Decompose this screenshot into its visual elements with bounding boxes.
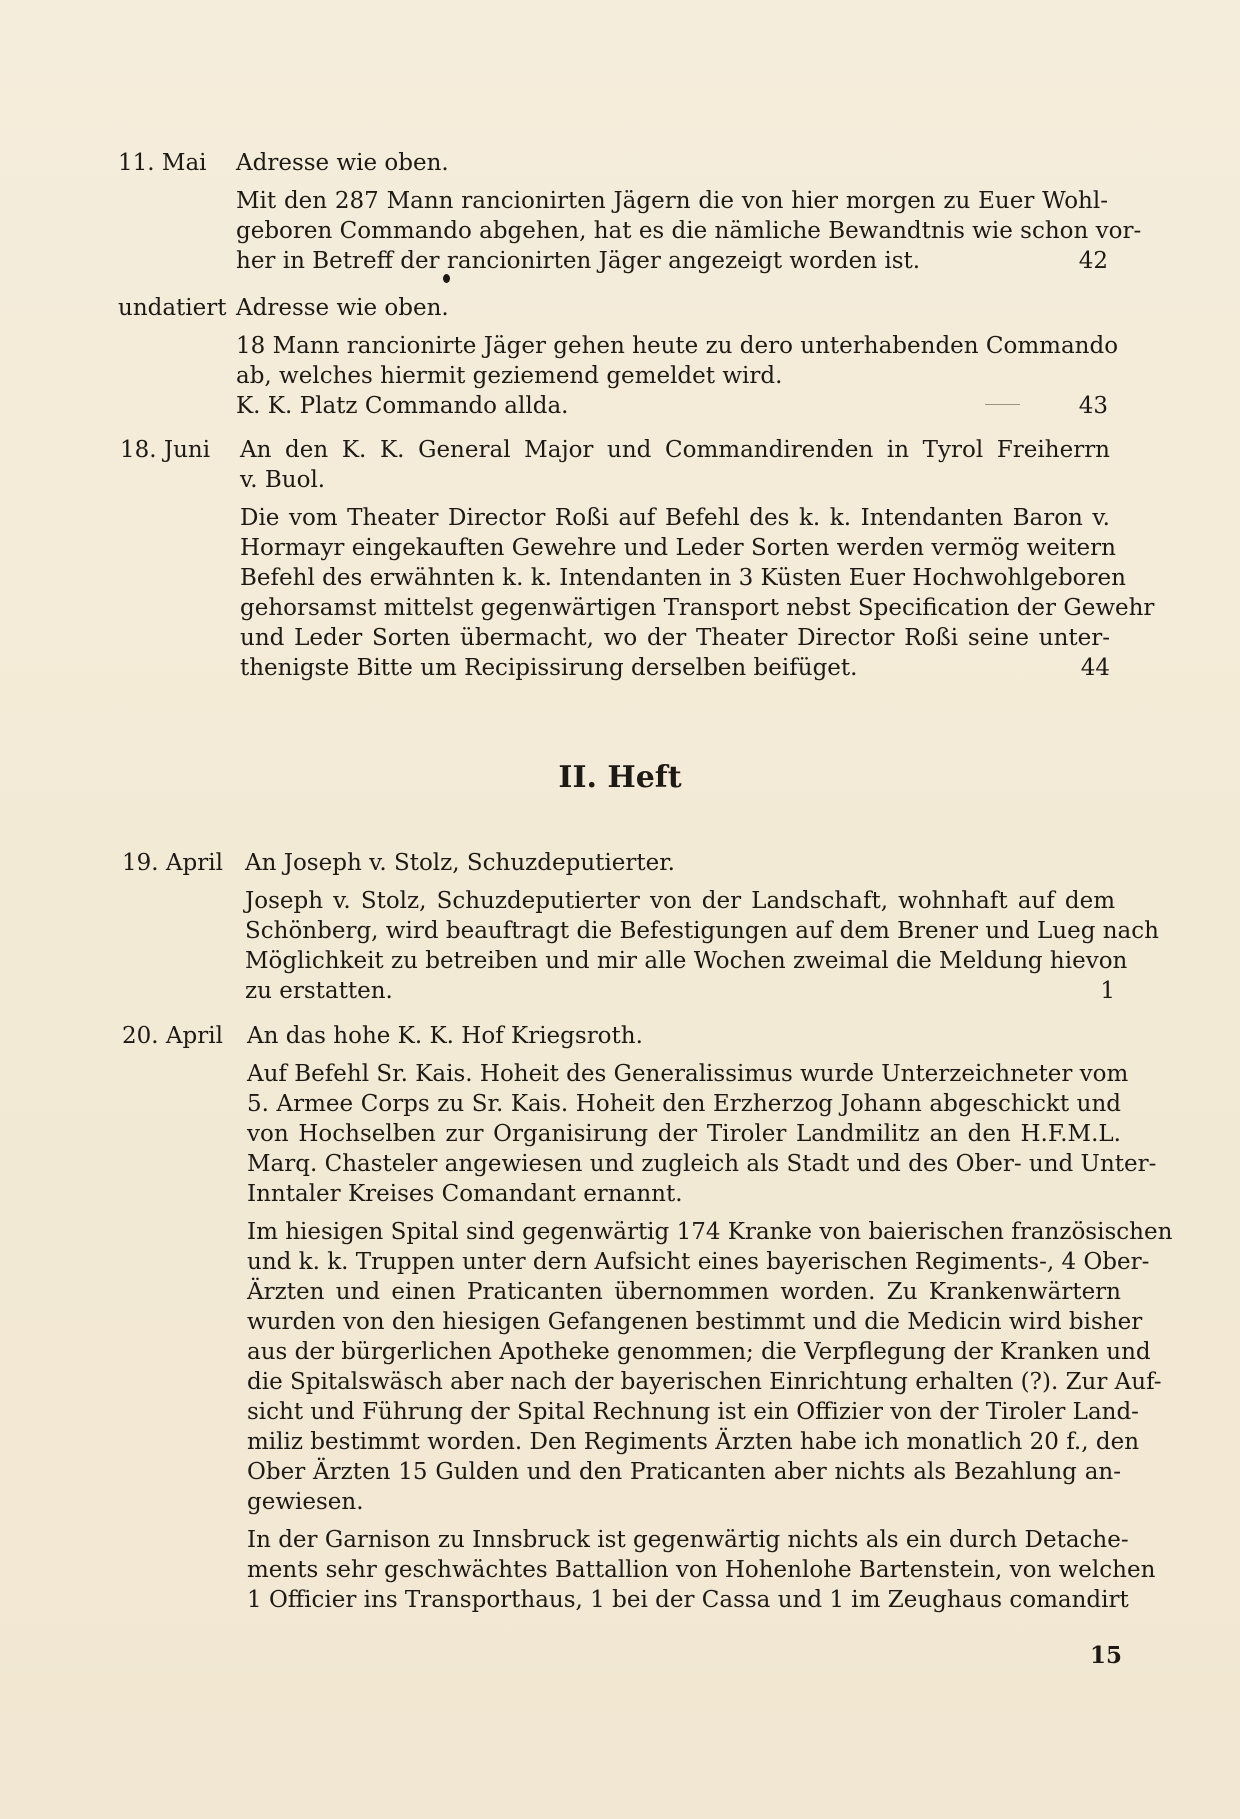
pencil-mark xyxy=(985,404,1020,405)
entry-undatiert xyxy=(236,293,1119,421)
entry-paragraph xyxy=(247,1059,1157,1209)
entry-address: Adresse wie oben. xyxy=(236,295,449,321)
entry-paragraph xyxy=(236,331,1119,421)
entry-number: 42 xyxy=(1078,248,1108,274)
text-line: 18 Mann rancionirte Jäger gehen heute zu dero unterhabenden Commando xyxy=(236,333,1119,359)
page-number: 15 xyxy=(1090,1642,1123,1669)
entry-paragraph xyxy=(240,503,1155,683)
text-line: ments sehr geschwächtes Battallion von Hohenlohe Bartenstein, von welchen xyxy=(247,1557,1156,1583)
text-line-content: her in Betreff der rancionirten Jäger angezeigt worden ist. xyxy=(236,248,921,274)
entry-11-mai xyxy=(236,148,1142,276)
text-line: Ärzten und einen Praticanten übernommen worden. Zu Krankenwärtern xyxy=(247,1279,1121,1305)
text-line: Schönberg, wird beauftragt die Befestigungen auf dem Brener und Lueg nach xyxy=(245,918,1159,944)
text-line: Inntaler Kreises Comandant ernannt. xyxy=(247,1181,683,1207)
text-line: miliz bestimmt worden. Den Regiments Ärzten habe ich monatlich 20 f., den xyxy=(247,1429,1140,1455)
text-line: 1 Officier ins Transporthaus, 1 bei der Cassa und 1 im Zeughaus comandirt xyxy=(247,1587,1129,1613)
text-line: Joseph v. Stolz, Schuzdeputierter von der Landschaft, wohnhaft auf dem xyxy=(245,888,1115,914)
text-line: Marq. Chasteler angewiesen und zugleich als Stadt und des Ober- und Unter- xyxy=(247,1151,1157,1177)
entry-number: 43 xyxy=(1078,393,1108,419)
text-line xyxy=(236,391,1108,421)
text-line: Auf Befehl Sr. Kais. Hoheit des Generalissimus wurde Unterzeichneter vom xyxy=(247,1061,1129,1087)
entry-paragraph xyxy=(247,1525,1156,1615)
text-line: von Hochselben zur Organisirung der Tiroler Landmilitz an den H.F.M.L. xyxy=(247,1121,1121,1147)
text-line-content: zu erstatten. xyxy=(245,978,393,1004)
text-line: ab, welches hiermit geziemend gemeldet wird. xyxy=(236,363,783,389)
text-line xyxy=(240,653,1110,683)
text-line: die Spitalswäsch aber nach der bayerischen Einrichtung erhalten (?). Zur Auf- xyxy=(247,1369,1162,1395)
entry-date: 11. Mai xyxy=(118,150,207,176)
text-line xyxy=(236,246,1108,276)
text-line: Die vom Theater Director Roßi auf Befehl des k. k. Intendanten Baron v. xyxy=(240,505,1110,531)
entry-number: 1 xyxy=(1100,978,1115,1004)
ink-dot xyxy=(443,274,450,283)
text-line: Hormayr eingekauften Gewehre und Leder Sorten werden vermög weitern xyxy=(240,535,1116,561)
entry-address: Adresse wie oben. xyxy=(236,150,449,176)
text-line: Ober Ärzten 15 Gulden und den Praticanten aber nichts als Bezahlung an- xyxy=(247,1459,1121,1485)
text-line: Im hiesigen Spital sind gegenwärtig 174 Kranke von baierischen französischen xyxy=(247,1219,1173,1245)
entry-date: undatiert xyxy=(118,295,227,321)
text-line: sicht und Führung der Spital Rechnung ist ein Offizier von der Tiroler Land- xyxy=(247,1399,1139,1425)
text-line: geboren Commando abgehen, hat es die nämliche Bewandtnis wie schon vor- xyxy=(236,218,1142,244)
text-line: wurden von den hiesigen Gefangenen bestimmt und die Medicin wird bisher xyxy=(247,1309,1143,1335)
text-line-content: thenigste Bitte um Recipissirung derselben beifüget. xyxy=(240,655,858,681)
text-line: Möglichkeit zu betreiben und mir alle Wochen zweimal die Meldung hievon xyxy=(245,948,1128,974)
text-line: In der Garnison zu Innsbruck ist gegenwärtig nichts als ein durch Detache- xyxy=(247,1527,1129,1553)
text-line: gewiesen. xyxy=(247,1489,364,1515)
text-line: und k. k. Truppen unter dern Aufsicht eines bayerischen Regiments-, 4 Ober- xyxy=(247,1249,1150,1275)
entry-18-juni xyxy=(240,435,1155,683)
text-line: aus der bürgerlichen Apotheke genommen; die Verpflegung der Kranken und xyxy=(247,1339,1151,1365)
text-line: Mit den 287 Mann rancionirten Jägern die von hier morgen zu Euer Wohl- xyxy=(236,188,1108,214)
entry-number: 44 xyxy=(1080,655,1110,681)
entry-19-april xyxy=(245,848,1159,1006)
text-line-content: K. K. Platz Commando allda. xyxy=(236,393,569,419)
entry-paragraph xyxy=(236,186,1142,276)
entry-20-april xyxy=(247,1021,1173,1615)
entry-address: An Joseph v. Stolz, Schuzdeputierter. xyxy=(245,850,675,876)
entry-address: An das hohe K. K. Hof Kriegsroth. xyxy=(247,1023,643,1049)
entry-date: 19. April xyxy=(122,850,223,876)
entry-address: An den K. K. General Major und Commandirenden in Tyrol Freiherrn xyxy=(240,437,1110,463)
text-line: gehorsamst mittelst gegenwärtigen Transport nebst Specification der Gewehr xyxy=(240,595,1155,621)
entry-paragraph xyxy=(245,886,1159,1006)
text-line: 5. Armee Corps zu Sr. Kais. Hoheit den Erzherzog Johann abgeschickt und xyxy=(247,1091,1121,1117)
text-line xyxy=(245,976,1115,1006)
text-line: Befehl des erwähnten k. k. Intendanten in 3 Küsten Euer Hochwohlgeboren xyxy=(240,565,1126,591)
entry-date: 20. April xyxy=(122,1023,223,1049)
entry-date: 18. Juni xyxy=(120,437,211,463)
entry-paragraph xyxy=(247,1217,1173,1517)
entry-address: v. Buol. xyxy=(240,467,326,493)
text-line: und Leder Sorten übermacht, wo der Theater Director Roßi seine unter- xyxy=(240,625,1110,651)
section-heading: II. Heft xyxy=(558,760,682,795)
